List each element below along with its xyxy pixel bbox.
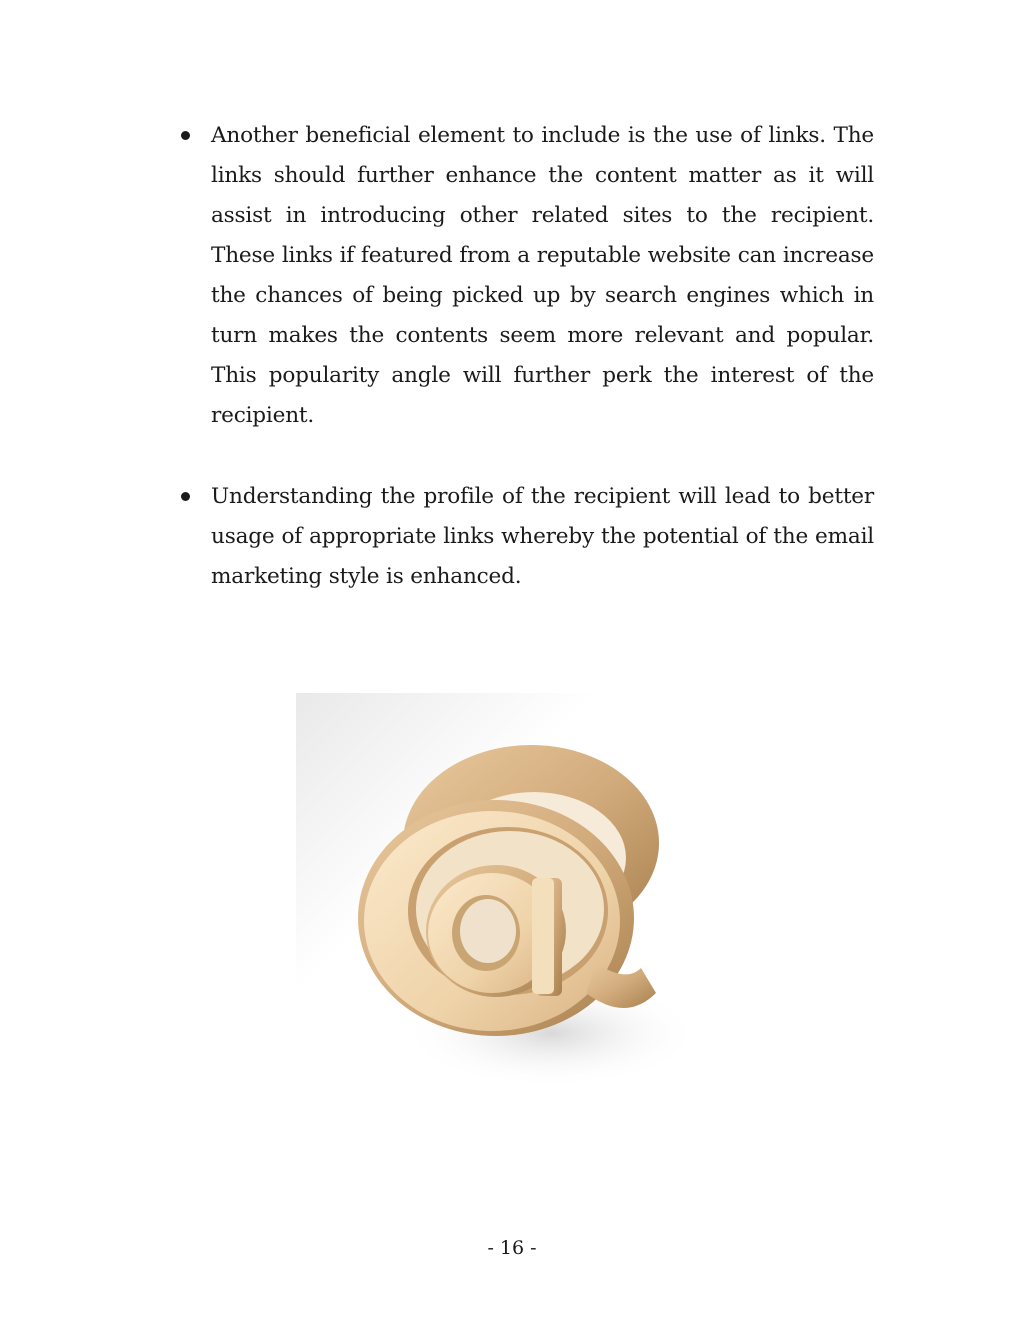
page-number: - 16 - [487, 1237, 537, 1259]
bullet-text: Understanding the profile of the recipient will lead to better usage of appropriate links whereby the potential of the email marketing style is enhanced. [211, 484, 874, 589]
list-item [178, 477, 874, 597]
list-item [178, 116, 874, 436]
bullet-icon [181, 492, 190, 501]
bullet-list [178, 116, 874, 638]
at-sign-icon [296, 693, 728, 1125]
bullet-text: Another beneficial element to include is the use of links. The links should further enhance the content matter as it will assist in introducing other related sites to the recipient. These links if featured from a reputable website can increase the chances of being picked up by search engines which in turn makes the contents seem more relevant and popular. This popularity angle will further perk the interest of the recipient. [211, 123, 874, 428]
bullet-icon [181, 131, 190, 140]
at-sign-illustration [296, 693, 728, 1125]
